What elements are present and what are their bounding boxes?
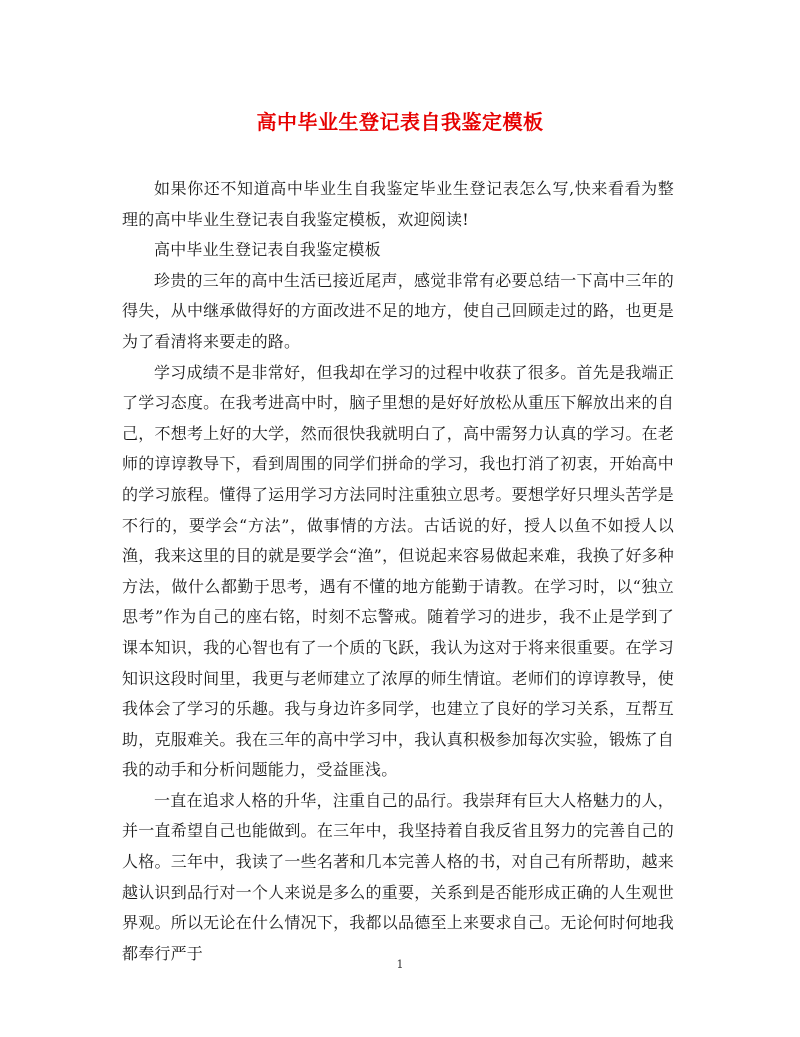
body-paragraph: 珍贵的三年的高中生活已接近尾声，感觉非常有必要总结一下高中三年的得失，从中继承做得好的方面改进不足的地方，使自己回顾走过的路，也更是为了看清将来要走的路。 <box>122 270 674 351</box>
body-paragraph: 一直在追求人格的升华，注重自己的品行。我崇拜有巨大人格魅力的人，并一直希望自己也能做到。在三年中，我坚持着自我反省且努力的完善自己的人格。三年中，我读了一些名著和几本完善人格的书，对自己有所帮助，越来越认识到品行对一个人来说是多么的重要，关系到是否能形成正确的人生观世界观。所以无论在什么情况下，我都以品德至上来要求自己。无论何时何地我都奉行严于 <box>122 790 674 963</box>
section-heading: 高中毕业生登记表自我鉴定模板 <box>154 240 381 260</box>
document-body <box>122 174 674 969</box>
intro-paragraph: 如果你还不知道高中毕业生自我鉴定毕业生登记表怎么写,快来看看为整理的高中毕业生登记表自我鉴定模板，欢迎阅读! <box>122 179 674 229</box>
body-paragraph: 学习成绩不是非常好，但我却在学习的过程中收获了很多。首先是我端正了学习态度。在我考进高中时，脑子里想的是好好放松从重压下解放出来的自己，不想考上好的大学，然而很快我就明白了，高中需努力认真的学习。在老师的谆谆教导下，看到周围的同学们拼命的学习，我也打消了初衷，开始高中的学习旅程。懂得了运用学习方法同时注重独立思考。要想学好只埋头苦学是不行的，要学会“方法”，做事情的方法。古话说的好，授人以鱼不如授人以渔，我来这里的目的就是要学会“渔”，但说起来容易做起来难，我换了好多种方法，做什么都勤于思考，遇有不懂的地方能勤于请教。在学习时，以“独立思考”作为自己的座右铭，时刻不忘警戒。随着学习的进步，我不止是学到了课本知识，我的心智也有了一个质的飞跃，我认为这对于将来很重要。在学习知识这段时间里，我更与老师建立了浓厚的师生情谊。老师们的谆谆教导，使我体会了学习的乐趣。我与身边许多同学，也建立了良好的学习关系，互帮互助，克服难关。我在三年的高中学习中，我认真积极参加每次实验，锻炼了自我的动手和分析问题能力，受益匪浅。 <box>122 362 674 780</box>
page-number: 1 <box>396 958 404 971</box>
document-title: 高中毕业生登记表自我鉴定模板 <box>256 110 544 134</box>
